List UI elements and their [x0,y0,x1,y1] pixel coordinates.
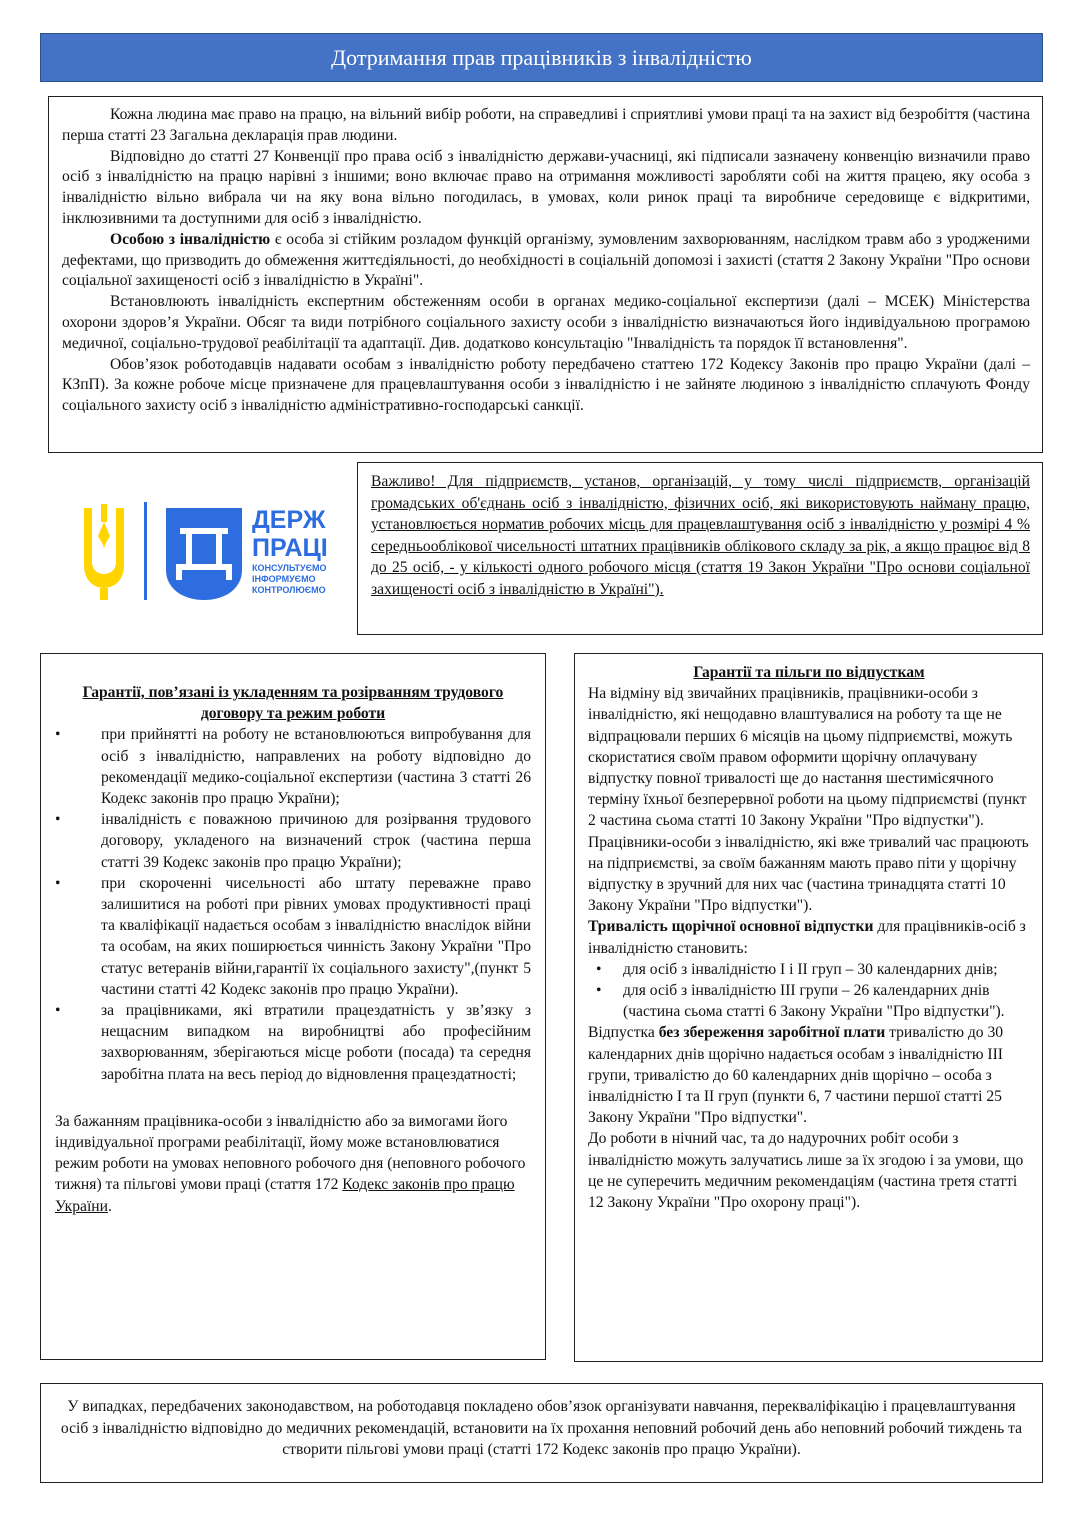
shield-icon [166,508,242,600]
intro-paragraph-3 [62,230,1030,292]
list-item: • для осіб з інвалідністю III групи – 26 календарних днів (частина сьома статті 6 Закону України "Про відпустки"). [588,980,1030,1022]
unpaid-leave-start: Відпустка [588,1024,659,1042]
vacation-duration-list [588,959,1030,1023]
derzhpratsi-logo [80,500,350,605]
contract-guarantees-list [55,724,531,1084]
footer-note-text: У випадках, передбачених законодавством, на роботодавця покладено обов’язок організувати навчання, перекваліфікацію і працевлаштування осіб з інвалідністю відповідно до медичних рекомендацій, встановити на їх прохання неповний робочий день або неповний робочий тиждень та створити пільгові умови праці (статті 172 Кодекс законів про працю України). [60,1398,1023,1458]
list-item: • за працівниками, які втратили працездатність у зв’язку з нещасним випадком на виробництві або професійним захворюванням, зберігаються місце роботи (посада) та середня заробітна плата на весь період до відновлення працездатності; [55,1000,531,1085]
vacation-paragraph-2: Працівники-особи з інвалідністю, які вже тривалий час працюють на підприємстві, за своїм бажанням мають право піти у щорічну відпустку в зручний для них час (частина тринадцята статті 10 Закону України "Про відпустки"). [588,833,1029,915]
important-notice [357,462,1043,635]
intro-term-bold: Особою з інвалідністю [110,230,271,248]
contract-guarantees-section [40,653,546,1360]
part-time-text: За бажанням працівника-особи з інвалідністю або за вимогами його індивідуальної програми реабілітації, йому може встановлюватися режим роботи на умовах неповного робочого дня (неповного робочого тижня) та пільгові умови праці (стаття 172 [55,1112,526,1194]
intro-paragraph-2: Відповідно до статті 27 Конвенції про права осіб з інвалідністю держави-учасниці, які підписали зазначену конвенцію визначили право осіб з інвалідністю на працю нарівні з іншими; воно включає право на отримання можливості заробляти собі на життя працею, яку особа з інвалідністю вільно вибрала чи на яку вона вільно погодилась, в умовах, коли ринок праці та виробниче середовище є відкритими, інклюзивними та доступними для осіб з інвалідністю. [62,147,1030,227]
vacation-paragraph-5: До роботи в нічний час, та до надурочних робіт особи з інвалідністю можуть залучатись лише за їх згодою і за умови, що це не суперечить медичним рекомендаціям (частина третя статті 12 Закону України "Про охорону праці"). [588,1130,1024,1212]
vacation-paragraph-1: На відміну від звичайних працівників, працівники-особи з інвалідністю, які нещодавно влаштувалися на роботу та ще не відпрацювали перших 6 місяців на цьому підприємстві, можуть скористатися своїм правом оформити щорічну оплачувану відпустку повної тривалості ще до настання шестимісячного терміну їхньої безперервної роботи на цьому підприємстві (пункт 2 частина сьома статті 10 Закону України "Про відпустки"). [588,685,1027,830]
vacation-guarantees-section [574,653,1043,1362]
footer-note [40,1383,1043,1483]
trident-icon [84,504,124,600]
page-title-text: Дотримання прав працівників з інвалідністю [331,44,752,70]
vacation-paragraph-4 [588,1022,1030,1128]
vacation-duration-rest: для працівників-осіб з інвалідністю становить: [588,918,1026,957]
logo-line-1: ДЕРЖ [252,506,326,534]
vacation-duration-bold: Тривалість щорічної основної відпустки [588,918,874,936]
intro-paragraph-5: Обов’язок роботодавців надавати особам з інвалідністю роботу передбачено статтею 172 Кодексу Законів про працю України (далі – КЗпП). За кожне робоче місце призначене для працевлаштування особи з інвалідністю і не зайняте людиною з інвалідністю сплачують Фонду соціального захисту осіб з інвалідністю адміністративно-господарські санкції. [62,355,1030,415]
intro-section [48,96,1043,453]
logo-graphic [80,500,350,605]
intro-paragraph-1: Кожна людина має право на працю, на вільний вибір роботи, на справедливі і сприятливі умови праці та на захист від безробіття (частина перша статті 23 Загальна декларація прав людини. [62,106,1030,144]
unpaid-leave-bold: без збереження заробітної плати [658,1024,886,1042]
intro-term-definition: є особа зі стійким розладом функцій організму, зумовленим захворюванням, наслідком травм або з уродженими дефектами, що призводить до обмеження життєдіяльності, до необхідності в соціальній допомозі і захисті (стаття 2 Закону України "Про основи соціальної захищеності осіб з інвалідністю в Україні". [62,230,1030,290]
vacation-guarantees-heading: Гарантії та пільги по відпусткам [693,664,925,681]
logo-line-2: ПРАЦІ [252,534,328,562]
unpaid-leave-rest: тривалістю до 30 календарних днів щорічно надається особам з інвалідністю III групи, тривалістю до 60 календарних днів щорічно – особа з інвалідністю I та II груп (пункти 6, 7 частини першої статті 25 Закону України "Про відпустки". [588,1024,1004,1127]
page-title [40,33,1043,82]
important-notice-text: Важливо! Для підприємств, установ, організацій, у тому числі підприємств, організацій громадських об'єднань осіб з інвалідністю, фізичних осіб, які використовують найману працю, установлюється норматив робочих місць для працевлаштування осіб з інвалідністю у розмірі 4 % середньооблікової чисельності штатних працівників облікового складу за рік, а якщо працює від 8 до 25 осіб, - у кількості одного робочого місця (стаття 19 Закон України "Про основи соціальної захищеності осіб з інвалідністю в Україні"). [371,473,1030,598]
logo-tag-1: КОНСУЛЬТУЄМО [252,563,327,573]
list-item: • інвалідність є поважною причиною для розірвання трудового договору, укладеного на визначений строк (частина перша статті 39 Кодекс законів про працю України); [55,809,531,873]
logo-tag-2: ІНФОРМУЄМО [252,574,316,584]
labor-code-link[interactable]: Кодекс законів про працю України [55,1176,515,1215]
logo-tag-3: КОНТРОЛЮЄМО [252,585,326,595]
part-time-paragraph [55,1111,531,1217]
contract-guarantees-heading: Гарантії, пов’язані із укладенням та розірванням трудового договору та режим роботи [82,684,504,723]
part-time-end: . [108,1197,112,1215]
vacation-paragraph-3 [588,916,1030,958]
list-item: • при прийнятті на роботу не встановлюються випробування для осіб з інвалідністю, направлених на роботу відповідно до рекомендації медико-соціальної експертизи (частина 3 статті 26 Кодекс законів про працю України); [55,724,531,809]
list-item: • для осіб з інвалідністю I і II груп – 30 календарних днів; [588,959,1030,980]
intro-paragraph-4: Встановлюють інвалідність експертним обстеженням особи в органах медико-соціальної експертизи (далі – МСЕК) Міністерства охорони здоров’я України. Обсяг та види потрібного соціального захисту особи з інвалідністю визначаються його індивідуальною програмою медичної, соціально-трудової реабілітації та адаптації. Див. додатково консультацію "Інвалідність та порядок її встановлення". [62,293,1030,352]
list-item: • при скороченні чисельності або штату переважне право залишитися на роботі при рівних умовах продуктивності праці та кваліфікації надається особам з інвалідністю внаслідок війни та особам, на яких поширюється чинність Закону України "Про статус ветеранів війни,гарантії їх соціального захисту",(пункт 5 частини статті 42 Кодекс законів про працю України). [55,873,531,1000]
